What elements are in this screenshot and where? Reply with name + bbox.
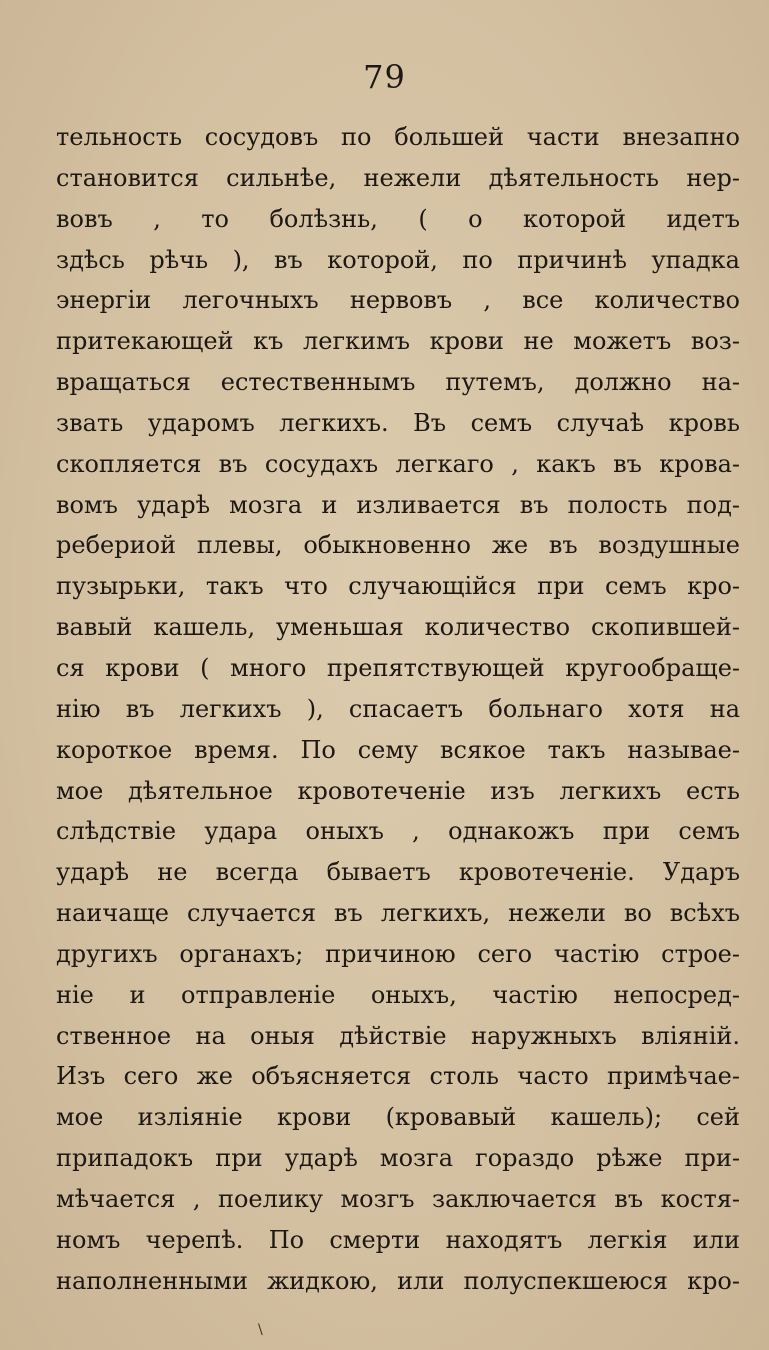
text-line: короткое время. По сему всякое такъ называе-: [56, 735, 740, 764]
text-line: звать ударомъ легкихъ. Въ семъ случаѣ кровь: [56, 408, 740, 437]
text-line: ребериой плевы, обыкновенно же въ воздушные: [56, 531, 740, 560]
text-body: [56, 117, 740, 1301]
text-line: вавый кашель, уменьшая количество скопившей-: [56, 613, 740, 642]
text-line: здѣсь рѣчь ), въ которой, по причинѣ упадка: [56, 245, 740, 274]
text-line: нію въ легкихъ ), спасаетъ больнаго хотя на: [56, 694, 740, 723]
text-line: мѣчается , поелику мозгъ заключается въ костя-: [56, 1184, 740, 1213]
stray-mark: \: [258, 1322, 263, 1338]
text-line: ственное на оныя дѣйствіе наружныхъ вліяній.: [56, 1021, 740, 1050]
text-line: вомъ ударѣ мозга и изливается въ полость под-: [56, 490, 740, 519]
text-line: припадокъ при ударѣ мозга гораздо рѣже при-: [56, 1144, 740, 1173]
text-line: тельность сосудовъ по большей части внезапно: [56, 123, 740, 151]
text-line: номъ черепѣ. По смерти находятъ легкія или: [56, 1225, 740, 1254]
text-line: ніе и отправленіе оныхъ, частію непосред-: [56, 980, 740, 1009]
text-line: энергіи легочныхъ нервовъ , все количество: [56, 286, 740, 315]
text-line: притекающей къ легкимъ крови не можетъ воз-: [56, 327, 740, 356]
text-line: слѣдствіе удара оныхъ , однакожъ при семъ: [56, 817, 740, 846]
text-line: наполненными жидкою, или полуспекшеюся кро-: [56, 1266, 740, 1295]
text-line: вовъ , то болѣзнь, ( о которой идетъ: [56, 204, 740, 233]
text-line: мое изліяніе крови (кровавый кашель); сей: [56, 1103, 740, 1132]
text-line: ударѣ не всегда бываетъ кровотеченіе. Ударъ: [56, 858, 740, 887]
text-line: ся крови ( много препятствующей кругообраще-: [56, 653, 740, 682]
text-line: Изъ сего же объясняется столь часто примѣчае-: [56, 1062, 740, 1091]
page-number: 79: [363, 58, 406, 96]
text-line: наичаще случается въ легкихъ, нежели во всѣхъ: [56, 899, 740, 928]
text-line: другихъ органахъ; причиною сего частію строе-: [56, 939, 740, 968]
text-line: скопляется въ сосудахъ легкаго , какъ въ крова-: [56, 449, 740, 478]
text-line: становится сильнѣе, нежели дѣятельность нер-: [56, 163, 740, 192]
text-line: пузырьки, такъ что случающійся при семъ кро-: [56, 572, 740, 601]
text-line: мое дѣятельное кровотеченіе изъ легкихъ есть: [56, 776, 740, 805]
text-line: вращаться естественнымъ путемъ, должно на-: [56, 368, 740, 397]
